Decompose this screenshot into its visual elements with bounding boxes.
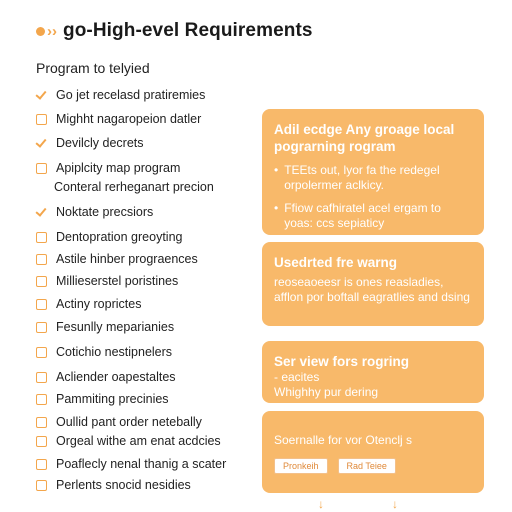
checklist-item[interactable] (36, 415, 202, 429)
checklist-item-label: Actiny roprictes (56, 297, 142, 311)
checklist-item[interactable] (36, 161, 180, 175)
checklist-item[interactable] (36, 252, 198, 266)
checklist-item-label: Conteral rerheganart precion (54, 180, 214, 194)
checklist-item[interactable] (36, 345, 172, 359)
checklist-item[interactable] (36, 230, 182, 244)
card-bullet: • TEEts out, lyor fa the redegel orpolermer aclkicy. (274, 163, 440, 192)
checkbox-icon[interactable] (36, 394, 47, 405)
card-action-button-1[interactable]: Pronkeih (274, 458, 328, 474)
checklist-item[interactable] (36, 112, 201, 126)
checklist-item-label: Devilcly decrets (56, 136, 144, 150)
card-action-button-2[interactable]: Rad Teiee (338, 458, 396, 474)
info-card-review (262, 341, 484, 403)
checkbox-icon[interactable] (36, 232, 47, 243)
info-card-local-program (262, 109, 484, 235)
card-body: Soernalle for vor Otenclj s (274, 433, 413, 447)
info-card-actions (262, 411, 484, 493)
card-heading: Ser view fors rogring (274, 354, 410, 369)
checkbox-checked-icon[interactable] (36, 138, 47, 149)
checklist-item[interactable] (36, 320, 174, 334)
checklist-item-label: Go jet recelasd pratiremies (56, 88, 206, 102)
page-title: go-High-evel Requirements (63, 20, 313, 41)
checklist-item-label: Oullid pant order netebally (56, 415, 202, 429)
checklist-subitem (54, 180, 214, 194)
checklist-item-label: Astile hinber prograences (56, 252, 198, 266)
card-bullet: • Ffiow cafhiratel acel ergam to yoas: ccs sepiaticy (274, 201, 441, 230)
checkbox-icon[interactable] (36, 276, 47, 287)
checkbox-icon[interactable] (36, 372, 47, 383)
arrow-down-icon: ↓ (392, 497, 398, 511)
info-card-warning (262, 242, 484, 326)
checklist-item-label: Orgeal withe am enat acdcies (56, 434, 221, 448)
checklist-item-label: Mighht nagaropeion datler (56, 112, 202, 126)
arrow-down-icon: ↓ (318, 497, 324, 511)
logo-icon: ›› (36, 24, 57, 39)
checklist-item-label: Cotichio nestipnelers (56, 345, 173, 359)
checkbox-icon[interactable] (36, 114, 47, 125)
checklist-item-label: Fesunlly meparianies (56, 320, 175, 334)
checklist-item-label: Noktate precsiors (56, 205, 154, 219)
checkbox-icon[interactable] (36, 480, 47, 491)
card-heading: Adil ecdge Any groage local pograrning rogram (274, 122, 455, 154)
card-heading: Usedrted fre warng (274, 255, 398, 270)
checklist-item[interactable] (36, 370, 176, 384)
card-body: - eacites Whighhy pur dering (274, 370, 379, 399)
checkbox-icon[interactable] (36, 417, 47, 428)
checklist-item[interactable] (36, 274, 178, 288)
checklist-item[interactable] (36, 136, 144, 150)
checkbox-icon[interactable] (36, 254, 47, 265)
checklist-item-label: Perlents snocid nesidies (56, 478, 191, 492)
checkbox-icon[interactable] (36, 459, 47, 470)
checklist-item-label: Millieserstel poristines (56, 274, 179, 288)
checklist-item[interactable] (36, 88, 205, 102)
checklist-item-label: Poaflecly nenal thanig a scater (56, 457, 227, 471)
checklist-item[interactable] (36, 392, 169, 406)
checkbox-icon[interactable] (36, 322, 47, 333)
checkbox-icon[interactable] (36, 347, 47, 358)
card-button-row (274, 458, 472, 474)
checklist-item-label: Apiplcity map program (56, 161, 181, 175)
checklist-item-label: Pammiting precinies (56, 392, 169, 406)
checklist-item[interactable] (36, 434, 221, 448)
checkbox-icon[interactable] (36, 163, 47, 174)
checklist-item[interactable] (36, 297, 141, 311)
checklist-item[interactable] (36, 205, 153, 219)
card-body: reoseaoeesr is ones reasladies, afflon por boftall eagratlies and dsing (274, 275, 470, 304)
checklist-item[interactable] (36, 478, 191, 492)
page-subtitle: Program to telyied (36, 60, 150, 76)
checkbox-checked-icon[interactable] (36, 90, 47, 101)
checklist-item-label: Dentopration greoyting (56, 230, 183, 244)
checkbox-icon[interactable] (36, 436, 47, 447)
checkbox-checked-icon[interactable] (36, 207, 47, 218)
checklist-item[interactable] (36, 457, 226, 471)
page-header (36, 20, 313, 42)
checkbox-icon[interactable] (36, 299, 47, 310)
checklist-item-label: Acliender oapestaltes (56, 370, 176, 384)
